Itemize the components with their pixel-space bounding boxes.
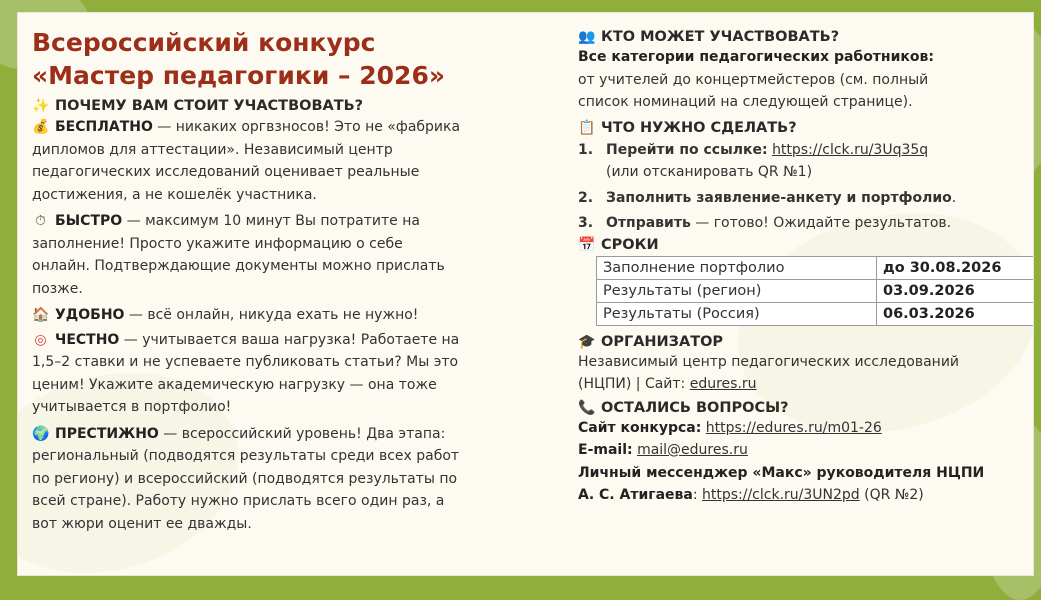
site-label: Сайт конкурса: — [578, 419, 702, 436]
reason-text: учитывается в портфолио! — [32, 399, 232, 415]
calendar-icon: 📅 — [578, 236, 596, 253]
who-header-text: КТО МОЖЕТ УЧАСТВОВАТЬ? — [601, 29, 840, 45]
who-line: от учителей до концертмейстеров (см. полный — [578, 71, 929, 88]
deadline-label: Результаты (регион) — [597, 279, 877, 302]
money-bag-icon: 💰 — [32, 119, 50, 135]
people-icon: 👥 — [578, 29, 596, 45]
stopwatch-icon: ⏱ — [35, 213, 46, 229]
reason-text: заполнение! Просто укажите информацию о себе — [32, 235, 403, 252]
questions-header — [578, 400, 1023, 416]
title-line-1: Всероссийский конкурс — [32, 28, 376, 57]
who-text — [578, 46, 1023, 114]
reason-text: позже. — [32, 280, 83, 297]
reason-free — [32, 116, 544, 206]
page-title — [32, 26, 544, 92]
messenger-name: А. С. Атигаева — [578, 487, 693, 503]
who-header — [578, 29, 1023, 45]
reason-convenient — [32, 304, 544, 327]
deadlines-header — [578, 237, 1023, 253]
reason-text: — учитывается ваша нагрузка! Работаете на — [119, 331, 460, 348]
why-list — [32, 116, 544, 535]
reason-text: региональный (подводятся результаты среди всех работ — [32, 448, 460, 464]
table-row — [597, 302, 1034, 325]
deadline-date: 03.09.2026 — [877, 279, 1034, 302]
reason-text: дипломов для аттестации». Независимый центр — [32, 141, 393, 158]
table-row — [597, 279, 1034, 302]
organizer-header — [578, 334, 1023, 350]
reason-title: УДОБНО — [55, 307, 125, 323]
step-note: (или отсканировать QR №1) — [606, 163, 813, 180]
todo-step — [578, 187, 1023, 209]
reason-title: БЫСТРО — [55, 213, 123, 229]
deadlines-header-text: СРОКИ — [601, 236, 659, 253]
deadline-date: до 30.08.2026 — [877, 256, 1034, 279]
email-label: E-mail: — [578, 442, 633, 458]
reason-fast — [32, 210, 544, 300]
flyer-panel — [18, 13, 1033, 575]
reason-text: по региону) и всероссийский (подводятся результаты по — [32, 470, 458, 487]
organizer-line: Независимый центр педагогических исследований — [578, 353, 960, 370]
reason-fair — [32, 329, 544, 419]
reason-prestige — [32, 423, 544, 536]
table-row — [597, 256, 1034, 279]
sparkles-icon: ✨ — [32, 98, 50, 114]
messenger-link[interactable]: https://clck.ru/3UN2pd — [702, 487, 860, 503]
who-bold: Все категории педагогических работников: — [578, 49, 934, 65]
email-link[interactable]: mail@edures.ru — [637, 442, 748, 458]
organizer-line: (НЦПИ) | Сайт: — [578, 376, 690, 392]
reason-text: — никаких оргвзносов! Это не «фабрика — [152, 119, 461, 135]
todo-header-text: ЧТО НУЖНО СДЕЛАТЬ? — [601, 119, 797, 136]
step-text: — готово! Ожидайте результатов. — [690, 214, 952, 231]
step-title: Отправить — [606, 214, 691, 231]
deadline-label: Заполнение портфолио — [597, 256, 877, 279]
organizer-header-text: ОРГАНИЗАТОР — [601, 333, 724, 350]
step-number: 2. — [578, 189, 594, 206]
reason-title: БЕСПЛАТНО — [55, 119, 153, 135]
house-icon: 🏠 — [32, 307, 50, 323]
why-header-text: ПОЧЕМУ ВАМ СТОИТ УЧАСТВОВАТЬ? — [55, 98, 364, 114]
contest-site-link[interactable]: https://edures.ru/m01-26 — [705, 419, 882, 436]
todo-header — [578, 120, 1023, 136]
step-number: 3. — [578, 214, 594, 231]
globe-icon: 🌍 — [32, 425, 50, 442]
reason-text: ценим! Укажите академическую нагрузку — она тоже — [32, 376, 437, 393]
reason-text: достижения, а не кошелёк участника. — [32, 186, 317, 203]
messenger-qr-note: (QR №2) — [864, 487, 924, 503]
left-column — [32, 13, 544, 535]
reason-text: онлайн. Подтверждающие документы можно прислать — [32, 258, 445, 274]
deadline-label: Результаты (Россия) — [597, 302, 877, 325]
reason-title: ПРЕСТИЖНО — [55, 425, 159, 442]
reason-text: педагогических исследований оценивает реальные — [32, 164, 420, 180]
messenger-sep: : — [692, 487, 702, 503]
questions-header-text: ОСТАЛИСЬ ВОПРОСЫ? — [601, 399, 789, 416]
reason-text: — максимум 10 минут Вы потратите на — [122, 213, 420, 229]
todo-steps — [578, 139, 1023, 234]
deadline-date: 06.03.2026 — [877, 302, 1034, 325]
step-title: Перейти по ссылке: — [606, 141, 768, 158]
reason-text: вот жюри оценит ее дважды. — [32, 515, 252, 532]
todo-step — [578, 139, 1023, 183]
reason-text: — всё онлайн, никуда ехать не нужно! — [124, 307, 419, 323]
phone-icon: 📞 — [578, 399, 596, 416]
reason-text: — всероссийский уровень! Два этапа: — [158, 425, 446, 442]
graduation-cap-icon: 🎓 — [578, 333, 596, 350]
step-text: . — [951, 189, 957, 206]
deadlines-table — [596, 256, 1033, 326]
title-line-2: «Мастер педагогики – 2026» — [32, 61, 445, 90]
todo-step — [578, 212, 1023, 234]
questions-text — [578, 417, 1023, 507]
organizer-site-link[interactable]: edures.ru — [689, 376, 757, 392]
portfolio-link[interactable]: https://clck.ru/3Uq35q — [772, 141, 929, 158]
organizer-text — [578, 351, 1023, 396]
why-header — [32, 98, 544, 114]
clipboard-icon: 📋 — [578, 119, 596, 136]
step-number: 1. — [578, 141, 594, 158]
right-column — [578, 29, 1023, 507]
step-title: Заполнить заявление-анкету и портфолио — [606, 189, 952, 206]
target-icon: ◎ — [34, 331, 47, 348]
reason-text: 1,5–2 ставки и не успеваете публиковать статьи? Мы это — [32, 354, 459, 370]
reason-text: всей стране). Работу нужно прислать всего один раз, а — [32, 493, 445, 509]
reason-title: ЧЕСТНО — [55, 331, 120, 348]
messenger-label: Личный мессенджер «Макс» руководителя НЦПИ — [578, 464, 985, 481]
who-line: список номинаций на следующей странице). — [578, 94, 913, 110]
